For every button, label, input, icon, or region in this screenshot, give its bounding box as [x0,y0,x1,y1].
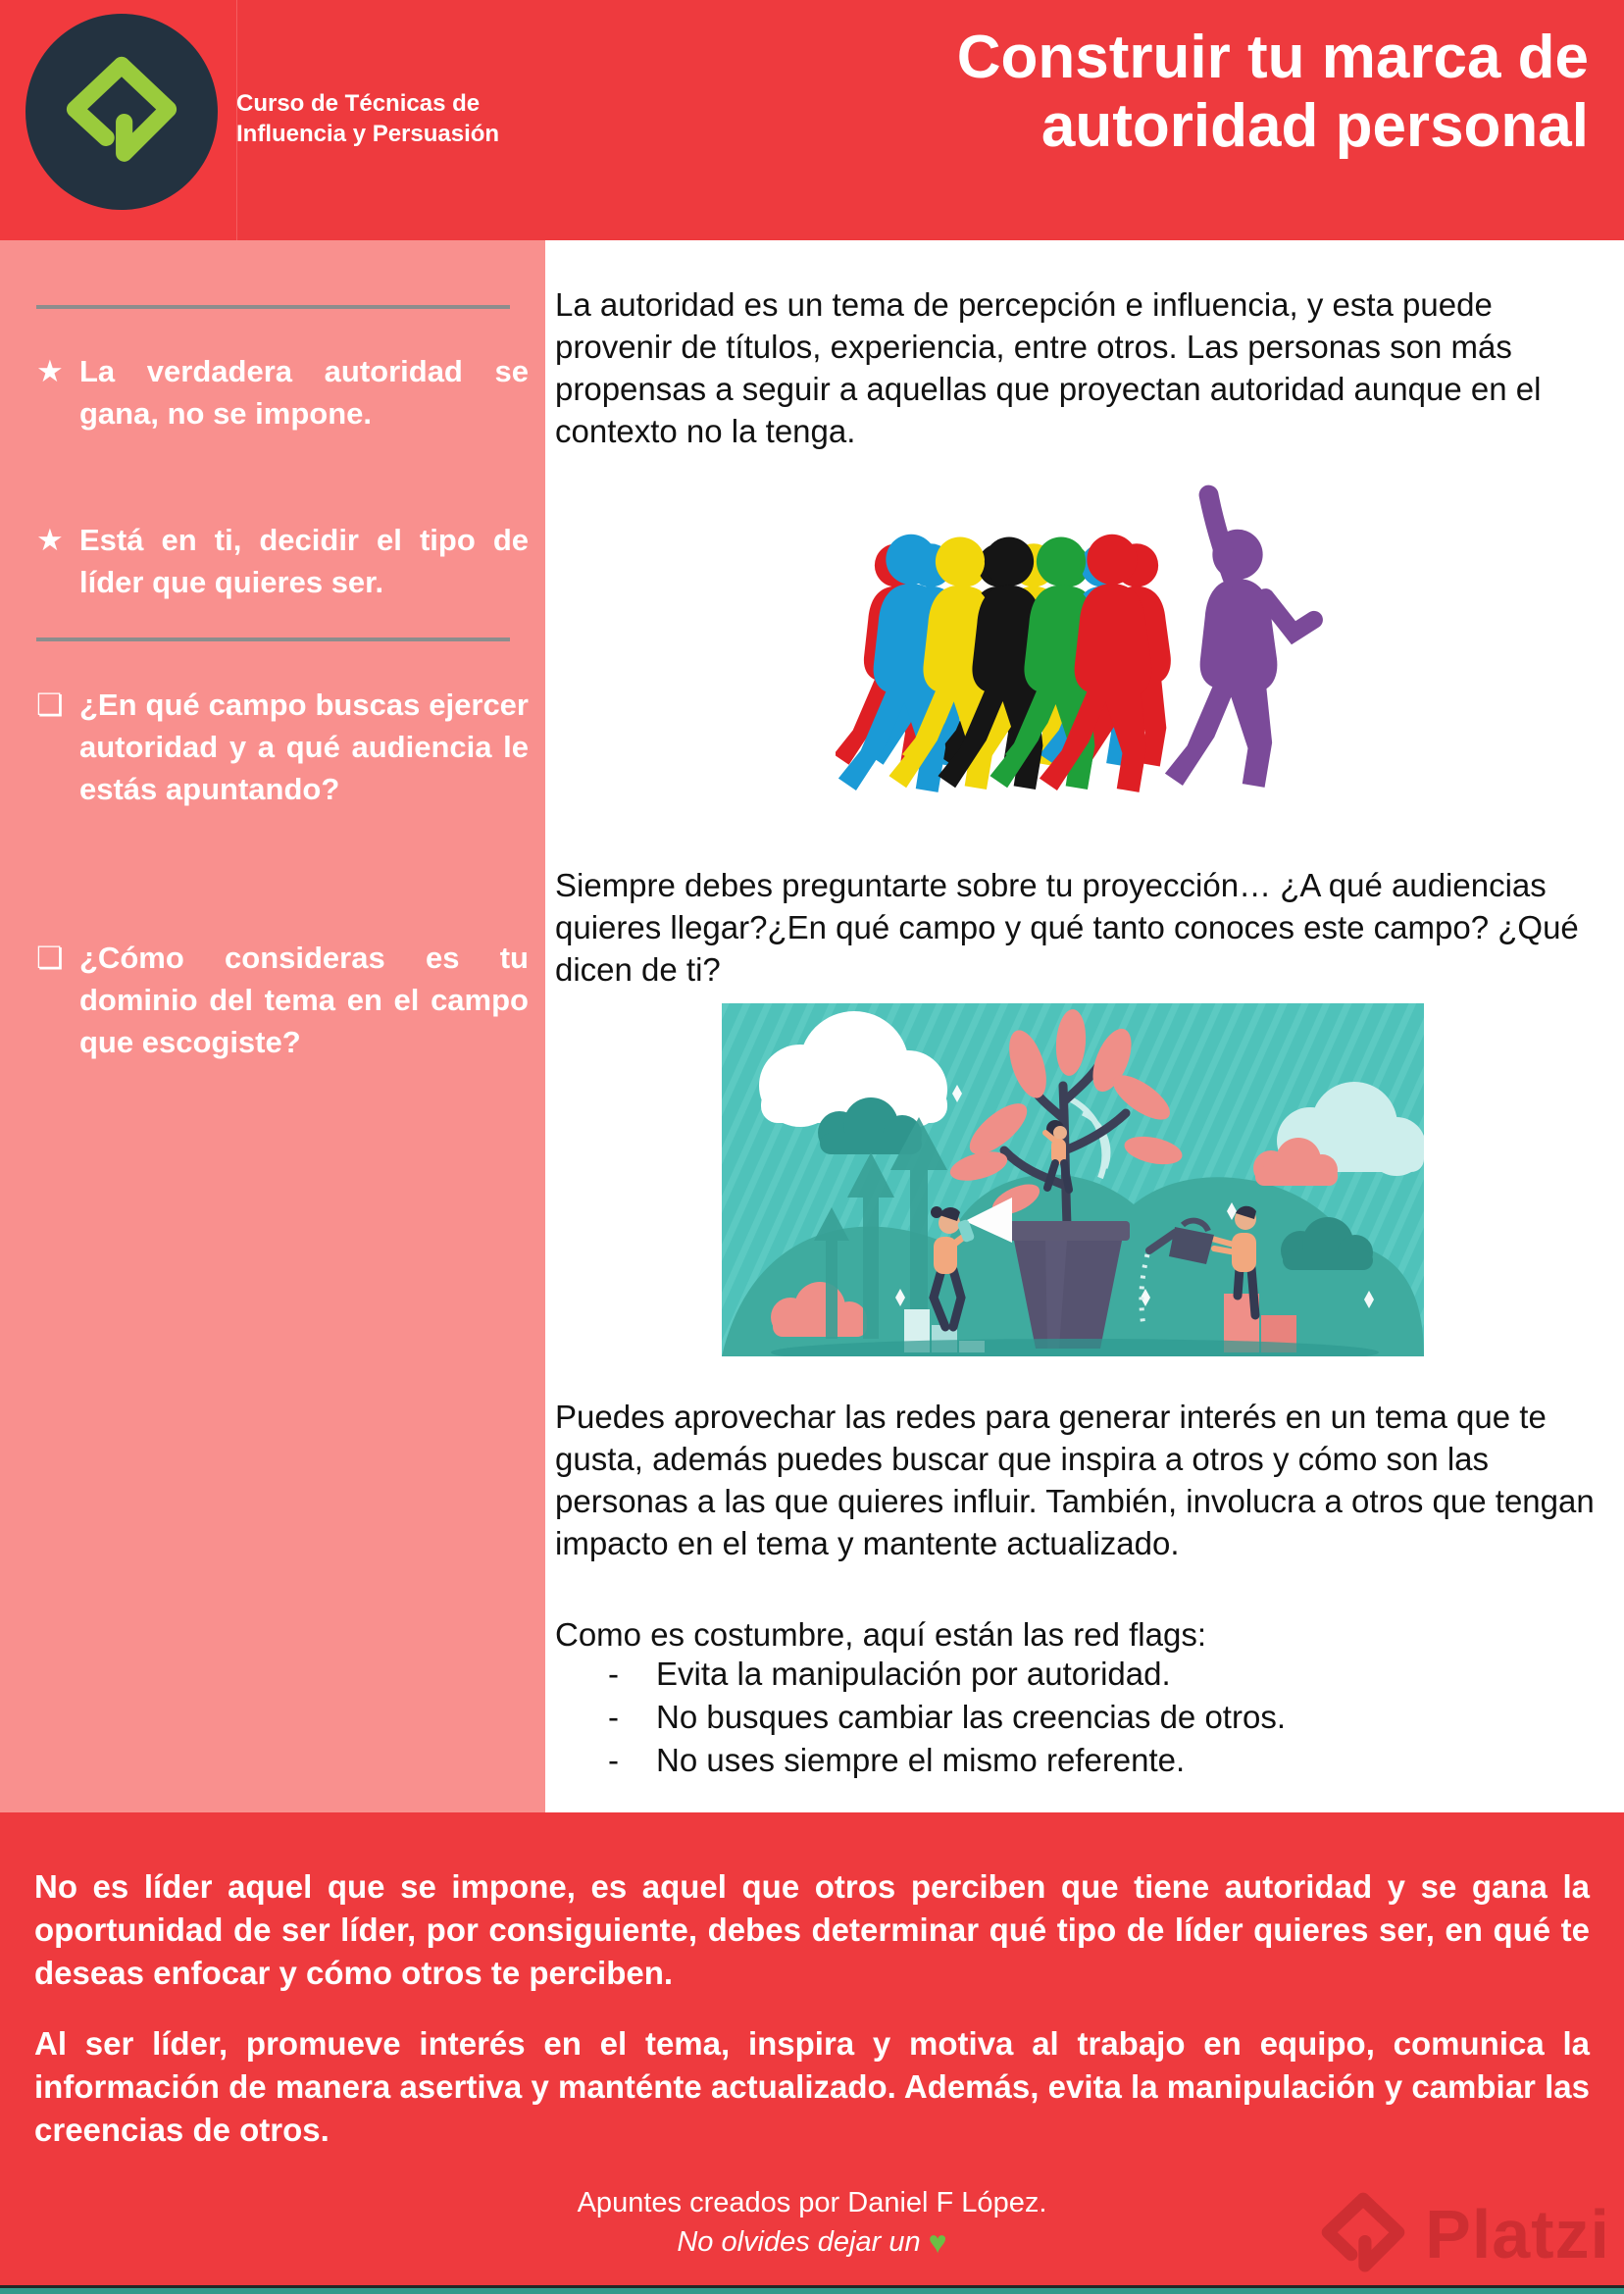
red-flags-intro: Como es costumbre, aquí están las red flags: [555,1616,1206,1653]
key-point-item [36,519,529,603]
platzi-diamond-icon [1317,2188,1409,2280]
dash-bullet: - [608,1742,619,1778]
checkbox-icon: ❏ [36,941,64,975]
red-flag-text: No busques cambiar las creencias de otros. [656,1699,1286,1735]
dash-bullet: - [608,1699,619,1735]
red-flags-list [608,1653,1286,1782]
note-text: No olvides dejar un [677,2226,921,2258]
page-title-line1: Construir tu marca de [956,24,1589,91]
key-point-item [36,350,529,434]
sidebar [0,240,545,1812]
growth-teamwork-illustration [722,1003,1424,1356]
course-label [236,88,560,149]
dash-bullet: - [608,1656,619,1692]
question-text: ¿Cómo consideras es tu dominio del tema en el campo que escogiste? [79,941,529,1059]
watermark-label: Platzi [1425,2196,1610,2272]
checkbox-icon: ❏ [36,688,64,722]
divider [36,637,510,641]
question-item [36,937,529,1063]
leader-figure [1165,495,1314,788]
red-flag-item [608,1739,1286,1782]
red-flag-item [608,1696,1286,1739]
bottom-bar [0,2285,1624,2294]
projection-paragraph: Siempre debes preguntarte sobre tu proyección… ¿A qué audiencias quieres llegar?¿En qué campo y qué tanto conoces este campo? ¿Qué dicen de ti? [555,867,1579,988]
green-heart-icon: ♥ [928,2224,947,2260]
key-point-text: Está en ti, decidir el tipo de líder que quieres ser. [79,523,529,599]
intro-paragraph: La autoridad es un tema de percepción e influencia, y esta puede provenir de títulos, experiencia, entre otros. Las personas son más propensas a seguir a aquellas que proyectan autoridad aunque en el contexto no la tenga. [555,286,1542,449]
header [0,0,1624,240]
credit-line: Apuntes creados por Daniel F López. [577,2187,1047,2218]
star-icon: ★ [36,354,64,388]
star-icon: ★ [36,523,64,557]
summary-section [0,1812,1624,2294]
logo-block [0,0,237,240]
red-flag-text: No uses siempre el mismo referente. [656,1742,1186,1778]
course-label-line1: Curso de Técnicas de [236,90,481,117]
networks-paragraph: Puedes aprovechar las redes para generar interés en un tema que te gusta, además puedes buscar que inspira a otros y cómo son las personas a las que quieres influir. También, involucra a otros que tengan impacto en el tema y mantente actualizado. [555,1399,1595,1561]
red-flag-text: Evita la manipulación por autoridad. [656,1656,1171,1692]
page-title [957,24,1589,161]
platzi-watermark [1317,2188,1610,2280]
main-content [545,240,1624,1812]
divider [36,305,510,309]
summary-paragraph-2: Al ser líder, promueve interés en el tema, inspira y motiva al trabajo en equipo, comunica la información de manera asertiva y manténte actualizado. Además, evita la manipulación y cambiar las creencias de otros. [34,2025,1590,2148]
question-item [36,684,529,810]
red-flag-item [608,1653,1286,1696]
platzi-logo-icon [25,14,218,210]
key-point-text: La verdadera autoridad se gana, no se impone. [79,354,529,431]
crowd-walking-illustration [836,484,1330,797]
page-title-line2: autoridad personal [1040,92,1589,160]
platzi-diamond-glyph [57,47,186,177]
question-text: ¿En qué campo buscas ejercer autoridad y a qué audiencia le estás apuntando? [79,688,529,806]
summary-paragraph-1: No es líder aquel que se impone, es aquel que otros perciben que tiene autoridad y se gana la oportunidad de ser líder, por consiguiente, debes determinar qué tipo de líder quieres ser, en qué te deseas enfocar y cómo otros te perciben. [34,1868,1590,1991]
course-label-line2: Influencia y Persuasión [236,121,500,147]
